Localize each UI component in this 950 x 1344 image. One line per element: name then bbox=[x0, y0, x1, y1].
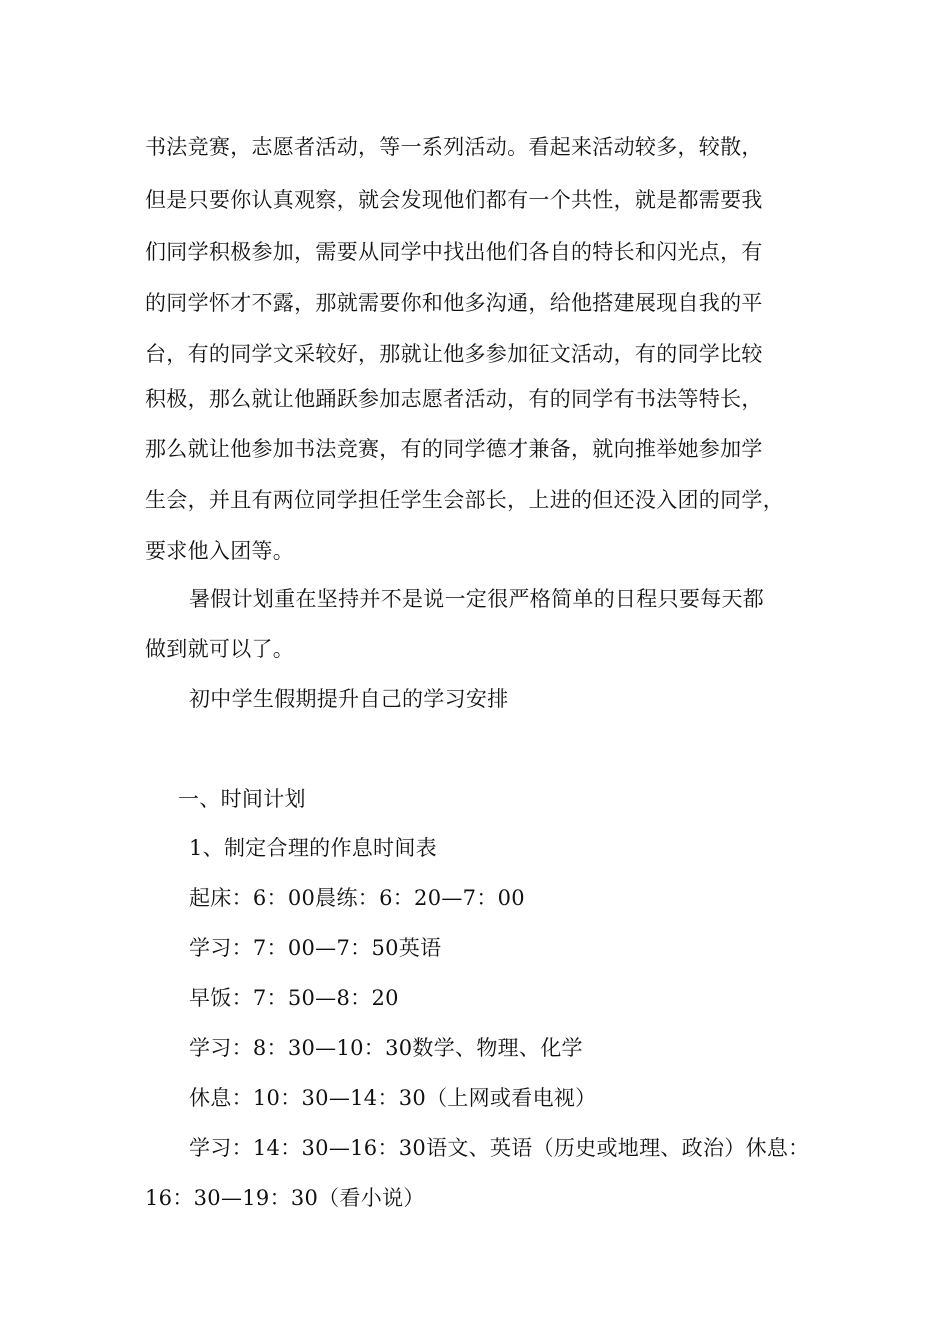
paragraph-line: 书法竞赛，志愿者活动，等一系列活动。看起来活动较多，较散， bbox=[145, 135, 763, 159]
heading-time-plan: 一、时间计划 bbox=[178, 787, 306, 811]
schedule-line: 16：30—19：30（看小说） bbox=[145, 1186, 425, 1210]
paragraph-line: 们同学积极参加，需要从同学中找出他们各自的特长和闪光点，有 bbox=[145, 240, 763, 264]
paragraph-line: 那么就让他参加书法竞赛，有的同学德才兼备，就向推举她参加学 bbox=[145, 437, 763, 461]
schedule-line: 早饭：7：50—8：20 bbox=[189, 986, 399, 1010]
schedule-line: 学习：8：30—10：30数学、物理、化学 bbox=[189, 1036, 583, 1060]
section-title: 初中学生假期提升自己的学习安排 bbox=[189, 687, 509, 711]
paragraph-line: 积极，那么就让他踊跃参加志愿者活动，有的同学有书法等特长， bbox=[145, 387, 763, 411]
paragraph-line: 的同学怀才不露，那就需要你和他多沟通，给他搭建展现自我的平 bbox=[145, 291, 763, 315]
paragraph-line: 暑假计划重在坚持并不是说一定很严格简单的日程只要每天都 bbox=[189, 587, 765, 611]
paragraph-line: 做到就可以了。 bbox=[145, 637, 295, 661]
paragraph-line: 生会，并且有两位同学担任学生会部长，上进的但还没入团的同学， bbox=[145, 488, 784, 512]
subheading-schedule: 1、制定合理的作息时间表 bbox=[189, 836, 437, 860]
paragraph-line: 但是只要你认真观察，就会发现他们都有一个共性，就是都需要我 bbox=[145, 188, 763, 212]
schedule-line: 休息：10：30—14：30（上网或看电视） bbox=[189, 1086, 597, 1110]
paragraph-line: 要求他入团等。 bbox=[145, 539, 295, 563]
schedule-line: 学习：7：00—7：50英语 bbox=[189, 936, 442, 960]
schedule-line: 学习：14：30—16：30语文、英语（历史或地理、政治）休息： bbox=[189, 1136, 810, 1160]
schedule-line: 起床：6：00晨练：6：20—7：00 bbox=[189, 886, 525, 910]
paragraph-line: 台，有的同学文采较好，那就让他多参加征文活动，有的同学比较 bbox=[145, 342, 763, 366]
